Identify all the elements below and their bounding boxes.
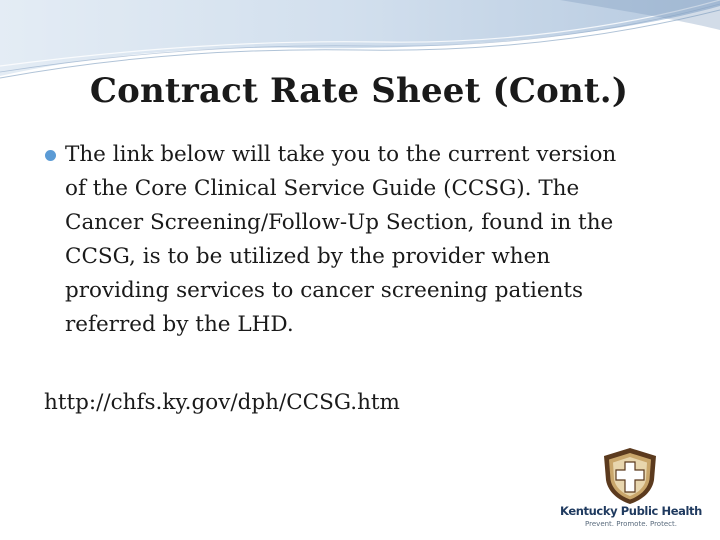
logo-name: Kentucky Public Health bbox=[560, 504, 702, 518]
bullet-text: The link below will take you to the current version of the Core Clinical Service Guide (CCSG). The Cancer Screening/Follow-Up Section, found in the CCSG, is to be utilized by the provider when providing services to cancer screening patients referred by the LHD. bbox=[65, 142, 617, 337]
bullet-dot-icon bbox=[45, 150, 56, 161]
logo-tagline: Prevent. Promote. Protect. bbox=[585, 520, 677, 528]
slide-title bbox=[0, 66, 720, 116]
ccsg-link[interactable]: http://chfs.ky.gov/dph/CCSG.htm bbox=[44, 390, 400, 415]
slide-title-text: Contract Rate Sheet (Cont.) bbox=[89, 71, 629, 111]
kentucky-public-health-logo bbox=[548, 446, 714, 530]
shield-cross-icon bbox=[600, 446, 660, 506]
bullet-item bbox=[44, 138, 694, 342]
